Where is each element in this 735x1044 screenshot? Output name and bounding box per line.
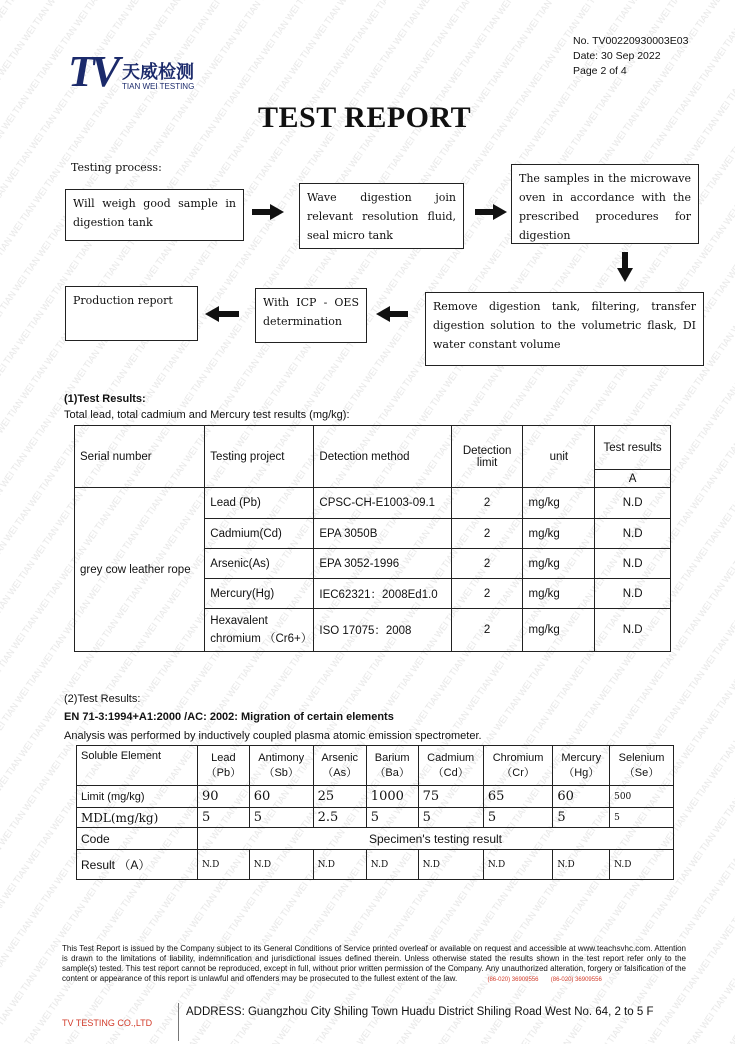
footer-phone: (86-020) 36909556 xyxy=(487,977,539,983)
result-value: N.D xyxy=(553,850,610,880)
results2-table xyxy=(76,745,674,880)
row-limit: 2 xyxy=(451,579,523,609)
row-project: Arsenic(As) xyxy=(205,549,314,579)
logo-english-name: TIAN WEI TESTING xyxy=(122,82,195,91)
row-limit: 2 xyxy=(451,519,523,549)
row-method: CPSC-CH-E1003-09.1 xyxy=(314,488,451,519)
row-unit: mg/kg xyxy=(523,579,595,609)
limit-value: 1000 xyxy=(366,786,418,808)
limit-value: 500 xyxy=(610,786,674,808)
report-number: No. TV00220930003E03 xyxy=(573,35,689,47)
element-header: Antimony （Sb） xyxy=(249,746,313,786)
disclaimer-text: This Test Report is issued by the Company subject to its General Conditions of Service printed overleaf or available on request and accessible at www.teachsvhc.com. Attention is drawn to the limitations of liability, indemnification and jurisdictional issues defined therein. Unless otherwise stated the results shown in the test report refer only to the sample(s) tested. This test report cannot be reproduced, except in full, without prior written permission of the Company. Any unauthorized alteration, forgery or falsification of the content or appearance of this report is unlawful and offenders may be prosecuted to the fullest extent of the law. xyxy=(62,944,686,983)
result-value: N.D xyxy=(313,850,366,880)
row-result: N.D xyxy=(595,488,671,519)
row-method: EPA 3050B xyxy=(314,519,451,549)
process-step-6: Production report xyxy=(65,286,198,341)
row-project: Cadmium(Cd) xyxy=(205,519,314,549)
limit-value: 75 xyxy=(418,786,483,808)
row-result: N.D xyxy=(595,549,671,579)
limit-value: 25 xyxy=(313,786,366,808)
element-header: Selenium （Se） xyxy=(610,746,674,786)
process-step-3: The samples in the microwave oven in accordance with the prescribed procedures for digestion xyxy=(511,164,699,244)
results1-subheading: Total lead, total cadmium and Mercury test results (mg/kg): xyxy=(64,409,350,421)
logo-mark: TV xyxy=(68,47,117,96)
process-step-4: Remove digestion tank, filtering, transfer digestion solution to the volumetric flask, DI water constant volume xyxy=(425,292,704,366)
company-logo xyxy=(68,46,116,97)
report-page: Page 2 of 4 xyxy=(573,65,627,77)
row-result: N.D xyxy=(595,519,671,549)
limit-value: 60 xyxy=(249,786,313,808)
header-soluble-element: Soluble Element xyxy=(77,746,198,786)
header-project: Testing project xyxy=(205,426,314,488)
row-result: N.D xyxy=(595,609,671,652)
process-step-5: With ICP - OES determination xyxy=(255,288,367,343)
process-step-1: Will weigh good sample in digestion tank xyxy=(65,189,244,241)
arrow-right-icon xyxy=(475,204,507,220)
specimen-label: Specimen's testing result xyxy=(198,828,674,850)
results2-note: Analysis was performed by inductively coupled plasma atomic emission spectrometer. xyxy=(64,730,482,742)
code-label: Code xyxy=(77,828,198,850)
result-value: N.D xyxy=(249,850,313,880)
header-sample-a: A xyxy=(595,470,671,488)
element-header: Arsenic （As） xyxy=(313,746,366,786)
mdl-value: 5 xyxy=(610,808,674,828)
row-limit: 2 xyxy=(451,549,523,579)
header-unit: unit xyxy=(523,426,595,488)
header-serial: Serial number xyxy=(75,426,205,488)
mdl-value: 5 xyxy=(249,808,313,828)
page-title: TEST REPORT xyxy=(258,101,472,134)
table-row xyxy=(75,488,671,519)
footer-disclaimer xyxy=(62,944,686,985)
result-label: Result （A） xyxy=(77,850,198,880)
logo-chinese-name: 天威检测 xyxy=(122,62,194,83)
row-project: Mercury(Hg) xyxy=(205,579,314,609)
element-header: Chromium （Cr） xyxy=(483,746,553,786)
row-limit: 2 xyxy=(451,609,523,652)
row-unit: mg/kg xyxy=(523,488,595,519)
limit-value: 60 xyxy=(553,786,610,808)
arrow-down-icon xyxy=(617,252,633,282)
element-header: Mercury （Hg） xyxy=(553,746,610,786)
mdl-value: 5 xyxy=(553,808,610,828)
header-limit: Detection limit xyxy=(451,426,523,488)
row-limit: 2 xyxy=(451,488,523,519)
results1-table xyxy=(74,425,671,652)
limit-value: 65 xyxy=(483,786,553,808)
footer-divider xyxy=(178,1003,179,1041)
report-date: Date: 30 Sep 2022 xyxy=(573,50,661,62)
mdl-value: 5 xyxy=(418,808,483,828)
results2-standard: EN 71-3:1994+A1:2000 /AC: 2002: Migration of certain elements xyxy=(64,711,394,723)
footer-phone: (86-020) 36909556 xyxy=(550,977,602,983)
footer-company: TV TESTING CO.,LTD xyxy=(62,1018,153,1028)
row-result: N.D xyxy=(595,579,671,609)
process-label: Testing process: xyxy=(71,161,162,174)
header-results: Test results xyxy=(595,426,671,470)
row-unit: mg/kg xyxy=(523,519,595,549)
process-step-2: Wave digestion join relevant resolution fluid, seal micro tank xyxy=(299,183,464,249)
footer-address: ADDRESS: Guangzhou City Shiling Town Huadu District Shiling Road West No. 64, 2 to 5 F xyxy=(186,1006,654,1018)
result-value: N.D xyxy=(418,850,483,880)
row-project: Lead (Pb) xyxy=(205,488,314,519)
arrow-right-icon xyxy=(252,204,284,220)
row-unit: mg/kg xyxy=(523,609,595,652)
table-row xyxy=(77,808,674,828)
mdl-value: 5 xyxy=(483,808,553,828)
table-row xyxy=(77,786,674,808)
result-value: N.D xyxy=(610,850,674,880)
row-method: ISO 17075：2008 xyxy=(314,609,451,652)
mdl-value: 5 xyxy=(366,808,418,828)
row-unit: mg/kg xyxy=(523,549,595,579)
row-method: IEC62321：2008Ed1.0 xyxy=(314,579,451,609)
sample-name: grey cow leather rope xyxy=(75,488,205,652)
result-value: N.D xyxy=(198,850,250,880)
element-header: Barium （Ba） xyxy=(366,746,418,786)
result-value: N.D xyxy=(366,850,418,880)
mdl-value: 2.5 xyxy=(313,808,366,828)
results1-heading: (1)Test Results: xyxy=(64,393,146,405)
mdl-value: 5 xyxy=(198,808,250,828)
element-header: Lead （Pb） xyxy=(198,746,250,786)
row-method: EPA 3052-1996 xyxy=(314,549,451,579)
element-header: Cadmium （Cd） xyxy=(418,746,483,786)
result-value: N.D xyxy=(483,850,553,880)
row-project: Hexavalent chromium （Cr6+） xyxy=(205,609,314,652)
header-method: Detection method xyxy=(314,426,451,488)
arrow-left-icon xyxy=(376,306,408,322)
arrow-left-icon xyxy=(205,306,239,322)
report-meta xyxy=(573,34,688,79)
results2-heading: (2)Test Results: xyxy=(64,693,141,705)
limit-label: Limit (mg/kg) xyxy=(77,786,198,808)
mdl-label: MDL(mg/kg) xyxy=(77,808,198,828)
table-row xyxy=(77,850,674,880)
limit-value: 90 xyxy=(198,786,250,808)
